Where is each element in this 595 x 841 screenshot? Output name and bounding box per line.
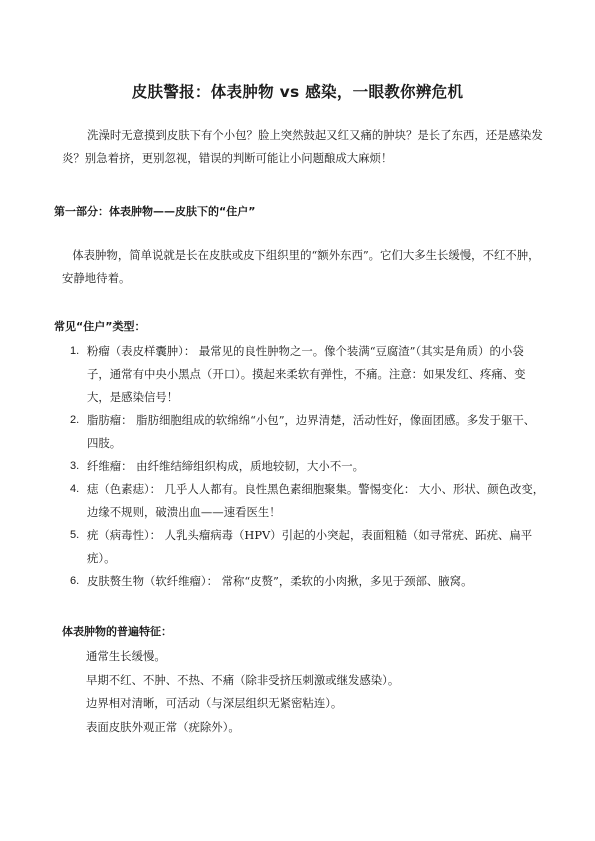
features-list: [86, 645, 399, 739]
feature-item: 边界相对清晰，可活动（与深层组织无紧密粘连）。: [86, 696, 343, 710]
list-item: [62, 409, 546, 455]
list-item-text: 皮肤赘生物（软纤维瘤）： 常称“皮赘”，柔软的小肉揪，多见于颈部、腋窝。: [87, 574, 473, 588]
part1-paragraph: 体表肿物，简单说就是长在皮肤或皮下组织里的“额外东西”。它们大多生长缓慢，不红不肿，安静地待着。: [62, 248, 540, 285]
types-list: [62, 340, 546, 593]
list-item-number: 4.: [70, 483, 80, 495]
list-item-text: 痣（色素痣）： 几乎人人都有。良性黑色素细胞聚集。警惕变化： 大小、形状、颜色改变，边缘不规则，破溃出血——速看医生！: [87, 482, 545, 519]
list-item-number: 2.: [70, 414, 80, 426]
feature-item: 通常生长缓慢。: [86, 649, 166, 663]
list-item: [62, 478, 546, 524]
list-item: [62, 524, 546, 570]
section-heading-part1: 第一部分：体表肿物——皮肤下的“住户”: [54, 205, 256, 218]
intro-paragraph: 洗澡时无意摸到皮肤下有个小包？脸上突然鼓起又红又痛的肿块？是长了东西，还是感染发炎？别急着挤，更别忽视，错误的判断可能让小问题酿成大麻烦！: [62, 128, 543, 165]
list-item-number: 6.: [70, 575, 80, 587]
list-item-text: 疣（病毒性）： 人乳头瘤病毒（HPV）引起的小突起，表面粗糙（如寻常疣、跖疣、扁平疣）。: [87, 528, 533, 565]
list-item-text: 粉瘤（表皮样囊肿）： 最常见的良性肿物之一。像个装满“豆腐渣”（其实是角质）的小袋子，通常有中央小黑点（开口）。摸起来柔软有弹性，不痛。注意：如果发红、疼痛、变大，是感染信号！: [87, 344, 526, 404]
types-heading: 常见“住户”类型：: [54, 320, 146, 333]
list-item-text: 脂肪瘤： 脂肪细胞组成的软绵绵“小包”，边界清楚，活动性好，像面团感。多发于躯干、四肢。: [87, 413, 536, 450]
list-item-number: 3.: [70, 460, 80, 472]
feature-item: 早期不红、不肿、不热、不痛（除非受挤压刺激或继发感染）。: [86, 672, 400, 687]
list-item: [62, 455, 546, 478]
list-item: [62, 570, 546, 593]
list-item-number: 5.: [70, 529, 80, 541]
list-item: [62, 340, 546, 409]
features-heading: 体表肿物的普遍特征：: [62, 625, 172, 638]
feature-item: 表面皮肤外观正常（疣除外）。: [86, 719, 240, 734]
list-item-text: 纤维瘤： 由纤维结缔组织构成，质地较韧，大小不一。: [87, 459, 364, 473]
document-title: 皮肤警报：体表肿物 vs 感染，一眼教你辨危机: [131, 83, 464, 101]
list-item-number: 1.: [70, 345, 80, 357]
